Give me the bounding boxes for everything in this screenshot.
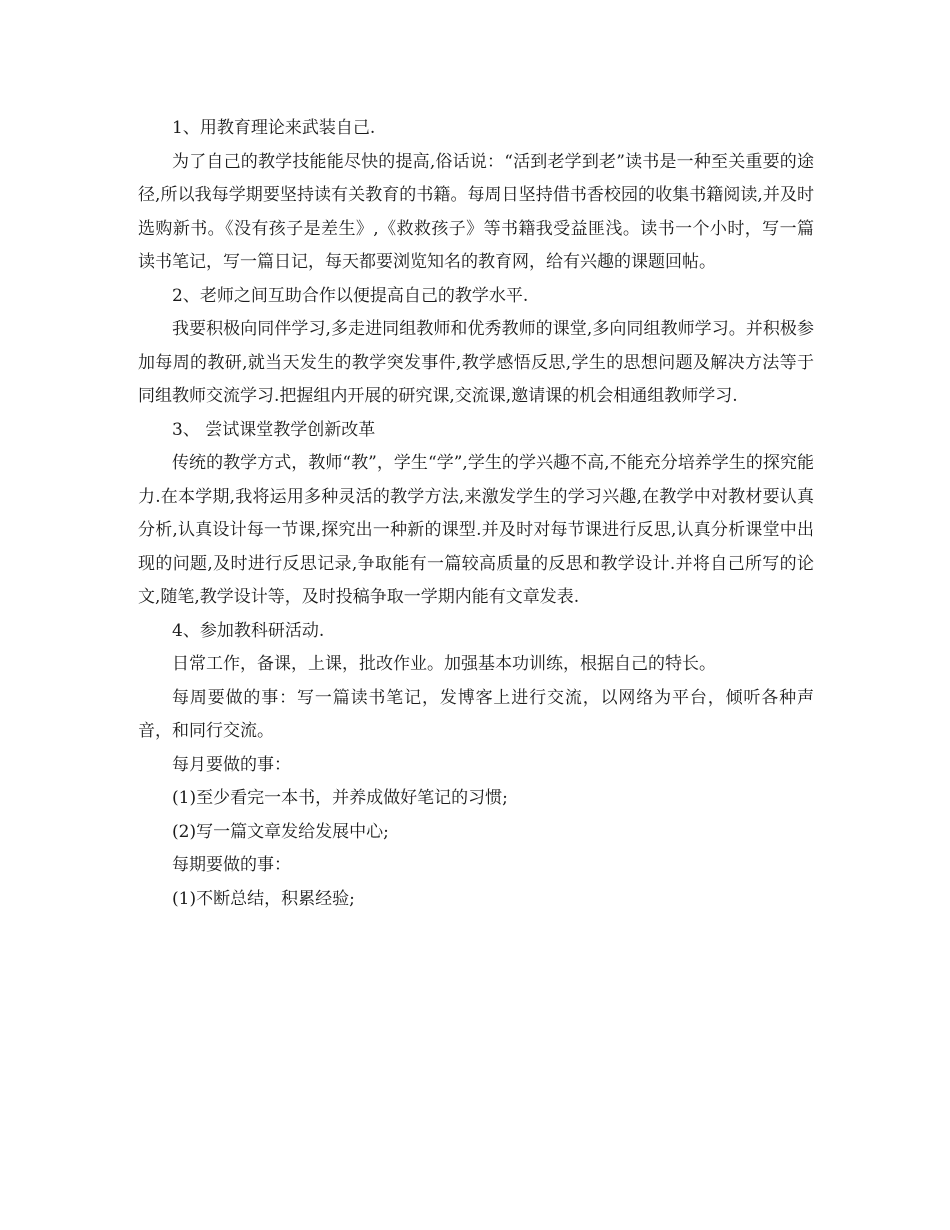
- paragraph-innovation: 传统的教学方式，教师“教”，学生“学”,学生的学兴趣不高,不能充分培养学生的探究能力.在本学期,我将运用多种灵活的教学方法,来激发学生的学习兴趣,在教学中对教材要认真分析,认真设计每一节课,探究出一种新的课型.并及时对每节课进行反思,认真分析课堂中出现的问题,及时进行反思记录,争取能有一篇较高质量的反思和教学设计.并将自己所写的论文,随笔,教学设计等，及时投稿争取一学期内能有文章发表.: [138, 453, 814, 607]
- paragraph-term-title: 每期要做的事：: [172, 855, 291, 875]
- list-item-monthly-2: (2)写一篇文章发给发展中心;: [172, 821, 389, 842]
- document-body: [138, 112, 814, 916]
- paragraph-reading: 为了自己的教学技能能尽快的提高,俗话说：“活到老学到老”读书是一种至关重要的途径,所以我每学期要坚持读有关教育的书籍。每周日坚持借书香校园的收集书籍阅读,并及时选购新书。《没有孩子是差生》,《救救孩子》等书籍我受益匪浅。读书一个小时，写一篇读书笔记，写一篇日记，每天都要浏览知名的教育网，给有兴趣的课题回帖。: [138, 151, 814, 272]
- heading-4: 4、参加教科研活动.: [172, 620, 325, 641]
- list-item-monthly-1: (1)至少看完一本书，并养成做好笔记的习惯;: [172, 788, 508, 808]
- heading-3: 3、 尝试课堂教学创新改革: [172, 419, 376, 440]
- heading-1: 1、用教育理论来武装自己.: [172, 118, 376, 138]
- paragraph-daily-work: 日常工作，备课，上课，批改作业。加强基本功训练，根据自己的特长。: [172, 654, 716, 674]
- heading-2: 2、老师之间互助合作以便提高自己的教学水平.: [172, 285, 529, 306]
- paragraph-cooperation: 我要积极向同伴学习,多走进同组教师和优秀教师的课堂,多向同组教师学习。并积极参加每周的教研,就当天发生的教学突发事件,教学感悟反思,学生的思想问题及解决方法等于同组教师交流学习.把握组内开展的研究课,交流课,邀请课的机会相通组教师学习.: [138, 319, 814, 406]
- paragraph-monthly-title: 每月要做的事：: [172, 754, 291, 775]
- paragraph-weekly: 每周要做的事：写一篇读书笔记，发博客上进行交流，以网络为平台，倾听各种声音，和同行交流。: [138, 687, 814, 741]
- list-item-term-1: (1)不断总结，积累经验;: [172, 888, 355, 909]
